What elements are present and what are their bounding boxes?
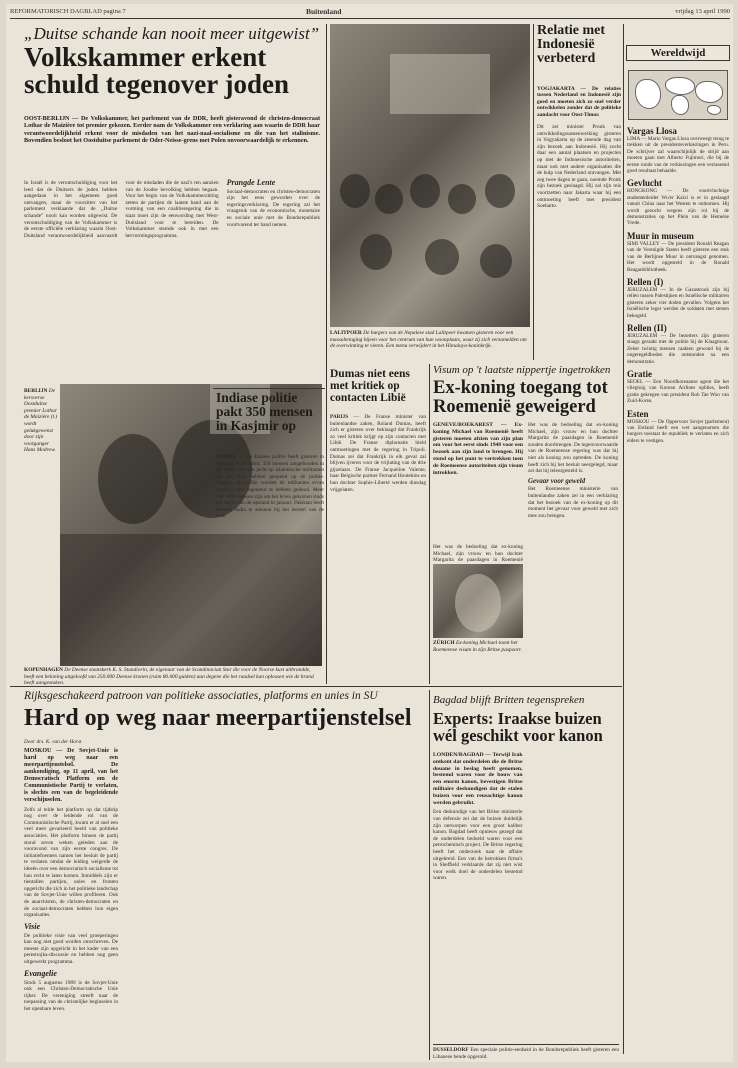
wereldwijd-item-text: HONGKONG — De voortvluchtige studentenleider Wu'er Kaixi is er in geslaagd vanuit China naar het Westen te ontkomen. Hij wordt gezocht wegens zijn rol bij de demonstraties op het Plein van de Hemelse Vrede. xyxy=(627,188,729,227)
visum-body-right xyxy=(528,422,618,680)
wereldwijd-item-text: JERUZALEM — De bezetters zijn gisteren slaags geraakt met de politie bij de Klaagmuur. Zeker twintig mensen raakten gewond bij de ongeregeldheden die ontstonden na een demonstratie. xyxy=(627,332,729,365)
bottom-photo-caption-text: De Deense staatskerk K. S. Standiorin, de eigenaar van de Scandinavian Star die voor de Noorse kust uitbrandde, heeft een beloning uitgeloofd van 250.000 Deense kronen (ruim 80.000 gulden) aan degene die het raadsel kan oplossen wie de brand heeft aangestoken. xyxy=(24,667,314,687)
section-rule xyxy=(10,686,622,687)
wereldwijd-item-text: LIMA — Mario Vargas Llosa overweegt terug te trekken uit de presidentsverkiezingen in Peru. De schrijver zal waarschijnlijk de strijd aan moeten gaan met Alberto Fujimori, die bij de eerste ronde van de verkiezingen een verrassend goed resultaat behaalde. xyxy=(627,136,729,175)
su-dateline: MOSKOU xyxy=(24,747,52,754)
su-body-text-2: De politieke visie van veel groeperingen kan nog niet goed worden omschreven. De meeste zijn opgericht in het kader van een perestrojka-discussie en hebben nog geen uitgewerkt programma. xyxy=(24,932,118,966)
column-rule-2 xyxy=(533,24,534,360)
dumas-body-text: — De Franse minister van buitenlandse zaken, Roland Dumas, heeft zich er gisteren over beklaagd dat Frankrijk zo veel kritiek krijgt op zijn contacten met Libië. De Franse diplomatie hield ontmoetingen met de regering in Tripoli. Dumas zei dat Frankrijk in elk geval zal blijven ijveren voor de vrijlating van de drie gijzelaars. De Franse Jacqueline Valente, haar Belgische partner Fernand Houtekins en hun dochter Sophie-Liberté werden dinsdag vrijgelaten. xyxy=(330,414,426,493)
lead-photo-caption-text: De kersverse Oostduitse premier Lothar de Maizière (l.) wordt gelukgewenst door zijn voorganger Hans Modrow. xyxy=(24,388,58,454)
wereldwijd-item-title: Vargas Llosa xyxy=(627,126,677,136)
relatie-headline: Relatie met Indonesië verbeterd xyxy=(537,23,606,66)
wereldwijd-item xyxy=(627,277,729,319)
visum-headline: Ex-koning toegang tot Roemenië geweigerd xyxy=(433,378,608,417)
bagdad-intro-text: — Terwijl Irak ontkent dat onderdelen die de Britse douane in beslag heeft genomen, bestemd waren voor de bouw van een enorm kanon, bevestigen Britse militaire deskundigen dat de stalen buizen voor een reusachtige kanon werden gebruikt. xyxy=(433,752,523,806)
center-photo xyxy=(330,24,530,327)
bagdad-headline: Experts: Iraakse buizen wél geschikt voor kanon xyxy=(433,709,603,745)
wereldwijd-item-title: Rellen (I) xyxy=(627,276,664,287)
su-intro-text: — De Sovjet-Unie is hard op weg naar een meerpartijenstelsel. De aankondiging, op 11 april, van het Democratisch Platform om de Communistische Partij te verlaten, is slechts een van de begeleidende verschijnselen. xyxy=(24,747,118,803)
bagdad-body-text: Een deskundige van het Britse ministerie van defensie zei dat de buizen duidelijk zijn ontworpen voor een groot kaliber kanon. Bagdad heeft opnieuw gezegd dat de onderdelen bedoeld waren voor een petrochemisch project. De Britse regering heeft het onderzoek naar de affaire uitgebreid. Een van de betrokken firma's in Sheffield verklaarde dat zij niet wist voor welk doel de onderdelen bestemd waren. xyxy=(433,809,523,882)
lead-intro-text: — De Volkskammer, het parlement van de DDR, heeft gisteravond de christen-democraat Lothar de Maizière tot premier gekozen. Eerder nam de Volkskammer een verklaring aan waarin de DDR haar verantwoordelijkheid erkent voor de misdaden van het nazi-naal-socialisme en die van het stalinisme. Bovendien besloot het Oostduitse parlement de Oder-Neisse-grens met Polen onvoorwaardelijk te erkennen. xyxy=(24,115,320,145)
relatie-body: Dit zei minister Pronk van ontwikkelingssamenwerking gisteren in Yogyakarta op de zesende dag van zijn bezoek aan Indonesië. Hij zocht daar een aantal plaatsen en projecten op met de Indonesische autoriteiten, maar ook met andere organisaties die de hulp van Nederland ontvangen. Met zeg twee dagen te gaan, noemde Pronk zijn bezoek geslaagd. Hij zal zijn reis voortzetten naar Jakarta waar hij een ontmoeting heeft met president Soeharto. xyxy=(537,124,621,210)
sidebar-rule xyxy=(623,24,624,1054)
column-rule-4 xyxy=(429,690,430,1060)
wereldwijd-item-text: SIMI VALLEY — De president Ronald Reagan van de Verenigde Staten heeft gisteren een stuk van de Berlijnse Muur in ontvangst genomen. Het wordt opgesteld in de Ronald Reaganbibliotheek. xyxy=(627,240,729,273)
lead-headline: Volkskammer erkent schuld tegenover joden xyxy=(24,42,290,99)
visum-intro-text: — Ex-koning Michael van Roemenië heeft gisteren moeten afzien van zijn plan om voor het eerst sinds 1948 voor een bezoek aan zijn land te brengen. Hij stond op het punt te vertrekken toen de Roemeense autoriteiten zijn visum introkken. xyxy=(433,422,523,476)
visum-body-right-text: Het was de bedoeling dat ex-koning Michael, zijn vrouw en hun dochter Margarita de paasdagen in Roemenië zouden doorbrengen. De tegenvoorwaarde van de Roemeense regering was dat hij niet als koning zou optreden. De koning heeft zich bij het besluit neergelegd, maar zei dat hij teleurgesteld is. xyxy=(528,422,619,475)
wereldwijd-item xyxy=(627,323,729,365)
su-byline: Door drs. K. van der Horst xyxy=(24,739,82,745)
indiase-rule xyxy=(213,388,325,389)
world-map-icon xyxy=(628,70,728,120)
wereldwijd-item-title: Esten xyxy=(627,408,649,419)
wereldwijd-item-text: JERUZALEM — In de Gazastrook zijn bij rellen tussen Palestijnen en Israëlische militairen gisteren zeker vier doden gevallen. Volgens het Israëlische leger werden de soldaten met stenen bekogeld. xyxy=(627,286,729,319)
bagdad-intro xyxy=(433,752,523,806)
indiase-body xyxy=(216,454,324,664)
su-body xyxy=(24,739,424,1059)
wereldwijd-item-text: MOSKOU — De Oppervoor Sovjet (parlement) van Estland heeft een wet aangenomen die burgers toestaat de republiek te verlaten en zich elders te vestigen. xyxy=(627,418,729,444)
wereldwijd-item-title: Muur in museum xyxy=(627,230,694,241)
wereldwijd-item-title: Gratie xyxy=(627,368,652,379)
center-photo-caption xyxy=(330,330,530,360)
lead-intro xyxy=(24,115,320,175)
lead-subhead: Prangde Lente xyxy=(226,178,276,187)
bagdad-footer-text: Een speciale politie-eenheid in de Bondsrepubliek heeft gisteren een Libanese bende opgerold. xyxy=(433,1047,619,1060)
visum-dateline: GENEVE/BOEKAREST xyxy=(433,422,493,428)
bottom-photo-caption-label: KOPENHAGEN xyxy=(24,667,63,673)
su-subhead-1: Visie xyxy=(24,921,41,931)
dumas-dateline: PARIJS xyxy=(330,414,349,420)
lead-body-text-2: Sociaal-democraten en christen-democraten zijn het eens geworden over de regeringsverklaring. De regering zal het vraagstuk van de economische, monetaire en sociale unie met de Bondsrepubliek voortvarend ter hand nemen. xyxy=(226,188,320,228)
indiase-headline: Indiase politie pakt 350 mensen in Kasjmir op xyxy=(216,390,313,433)
su-intro xyxy=(24,748,118,804)
masthead-section: Buitenland xyxy=(306,7,342,16)
lead-body-text: In Israël is de verontschuldiging voor het leed dat de Duitsers de joden hebben aangedaan in het algemeen goed ontvangen, maar de voorzitter van het parlement verklaarde dat de „Duitse schande” nooit kan worden uitgewist. De verontschuldiging van de Volkskammer is de eerste officiële verklaring waarin Oost-Duitsland verantwoordelijkheid aanvaardt voor de misdaden die de nazi's ten aanzien van de Joodse bevolking hebben begaan. Voor het begin van de Volkskammerzitting zetten de partijen de laatste hand aan de vorming van een coalitieregering die in staat moet zijn de eenwording met West-Duitsland voor te bereiden. De Volkskammer stemde ook in met een hervormingsprogramma. xyxy=(24,180,219,239)
bagdad-footer xyxy=(433,1047,619,1060)
indiase-dateline: JAMMU xyxy=(216,454,237,460)
lead-photo-caption xyxy=(24,388,58,508)
lead-kicker: „Duitse schande kan nooit meer uitgewist” xyxy=(24,24,320,43)
newspaper-page xyxy=(6,4,733,1062)
su-body-text-3: Sinds 5 augustus 1989 is de Sovjet-Unie ook een Christen-Democratische Unie rijker. De vereniging streeft naar de toepassing van de christelijke beginselen in het openbare leven. xyxy=(24,979,118,1013)
wereldwijd-header: Wereldwijd xyxy=(626,45,730,61)
wereldwijd-item xyxy=(627,178,729,226)
center-photo-caption-label: LALITPOER xyxy=(330,330,362,336)
relatie-intro-text: — De relaties tussen Nederland en Indonesië zijn goed en moeten zich zo snel verder ontwikkelen zonder dat de politieke aandacht voor Oost-Timor. xyxy=(537,86,621,118)
visum-body-right-text-2: Het Roemeense ministerie van buitenlandse zaken zei in een verklaring dat het bezoek van de ex-koning op dit moment het gevaar voor geweld met zich mee zou brengen. xyxy=(528,486,618,519)
relatie-intro xyxy=(537,86,621,122)
wereldwijd-item xyxy=(627,126,729,174)
su-body-text: Zelfs al telde het platform op dat tijdstip nog over de leidende rol van de Communistische Partij, kwam er al snel een veel meer gevarieerd beeld van politieke associaties. Het platform binnen de partij stond zeven weken geleden aan de vooravond van zijn eerste congres. De initiatiefnemers namen het besluit de partij te verlaten omdat de leiding weigerde de ideeën over een democratisch socialisme tot hun recht te laten komen. Inmiddels zijn er tientallen partijen, unies en fronten opgericht die zich in het politieke landschap van de Sovjet-Unie willen profileren. Ook de anarchisten, de christen-democraten en de sociaal-democraten hebben hun eigen organisaties. xyxy=(24,806,118,919)
visum-photo-caption-text: Ex-koning Michael toont het Roemeense visum in zijn Britse paspoort. xyxy=(433,640,522,653)
lead-dateline: OOST-BERLIJN xyxy=(24,115,70,122)
wereldwijd-item xyxy=(627,369,729,405)
wereldwijd-item-title: Gevlucht xyxy=(627,178,662,189)
lead-body xyxy=(24,180,320,385)
visum-photo-caption xyxy=(433,640,523,680)
bagdad-footer-label: DUSSELDORF xyxy=(433,1047,469,1053)
visum-intro xyxy=(433,422,523,542)
wereldwijd-item xyxy=(627,231,729,273)
wereldwijd-item-title: Rellen (II) xyxy=(627,322,667,333)
bagdad-footer-rule xyxy=(433,1044,619,1045)
visum-subhead: Gevaar voor geweld xyxy=(528,476,586,485)
masthead-paper-name: REFORMATORISCH DAGBLAD pagina 7 xyxy=(10,8,126,15)
visum-photo-caption-label: ZÜRICH xyxy=(433,640,455,646)
visum-body-left: Het was de bedoeling dat ex-koning Michael, zijn vrouw en hun dochter Margarita de paasdagen in Roemenië xyxy=(433,544,523,564)
visum-photo xyxy=(433,564,523,638)
bagdad-dateline: LONDEN/BAGDAD xyxy=(433,752,484,758)
masthead xyxy=(10,8,730,18)
masthead-rule xyxy=(10,18,730,19)
su-kicker: Rijksgeschakeerd patroon van politieke associaties, platforms en unies in SU xyxy=(24,690,378,702)
masthead-date: vrijdag 13 april 1990 xyxy=(675,8,730,15)
lead-photo-caption-label: BERLIJN xyxy=(24,388,48,394)
su-subhead-2: Evangelie xyxy=(24,968,57,978)
wereldwijd-list xyxy=(627,126,729,1054)
su-headline: Hard op weg naar meerpartijenstelsel xyxy=(24,705,412,731)
indiase-body-text: — De Indiase politie heeft gisteren in Srinagar, in Kasjmir, 350 mensen aangehouden in het kader van een jacht op islamitische militanten die het vuur hebben geopend op de politie. Volgens de politie worden de militanten ervan verdacht een ingenieur te hebben gedood. Meer dan 1000 mensen zijn om het leven gekomen sinds het begin van de opstand in januari. Pakistan heeft beloofd India te steunen bij het herstel van de orde. xyxy=(216,454,324,520)
dumas-body xyxy=(330,414,426,682)
visum-kicker: Visum op 't laatste nippertje ingetrokken xyxy=(433,364,611,376)
bagdad-body xyxy=(433,752,619,1042)
bagdad-kicker: Bagdad blijft Britten tegenspreken xyxy=(433,694,585,706)
wereldwijd-item-text: SEOEL — Een Noordkoreaanse agent die het vliegtuig van Korean Airlines opblies, heeft gratie gekregen van president Roh Tae Woo van Zuid-Korea. xyxy=(627,378,729,405)
wereldwijd-item xyxy=(627,409,729,445)
relatie-dateline: YOGJAKARTA xyxy=(537,86,575,92)
column-rule-3 xyxy=(429,364,430,684)
center-photo-caption-text: De burgers van de Nepalese stad Lalitpoer kwamen gisteren voor een massabetoging bijeen voor het centrum van hun woonplaats, waar zij zich verzamelden om de overwinning te vieren. Een menu verwijdert in het Himalaya-koninkrijk. xyxy=(330,330,527,350)
dumas-headline: Dumas niet eens met kritiek op contacten Libië xyxy=(330,368,410,404)
column-rule xyxy=(326,24,327,684)
